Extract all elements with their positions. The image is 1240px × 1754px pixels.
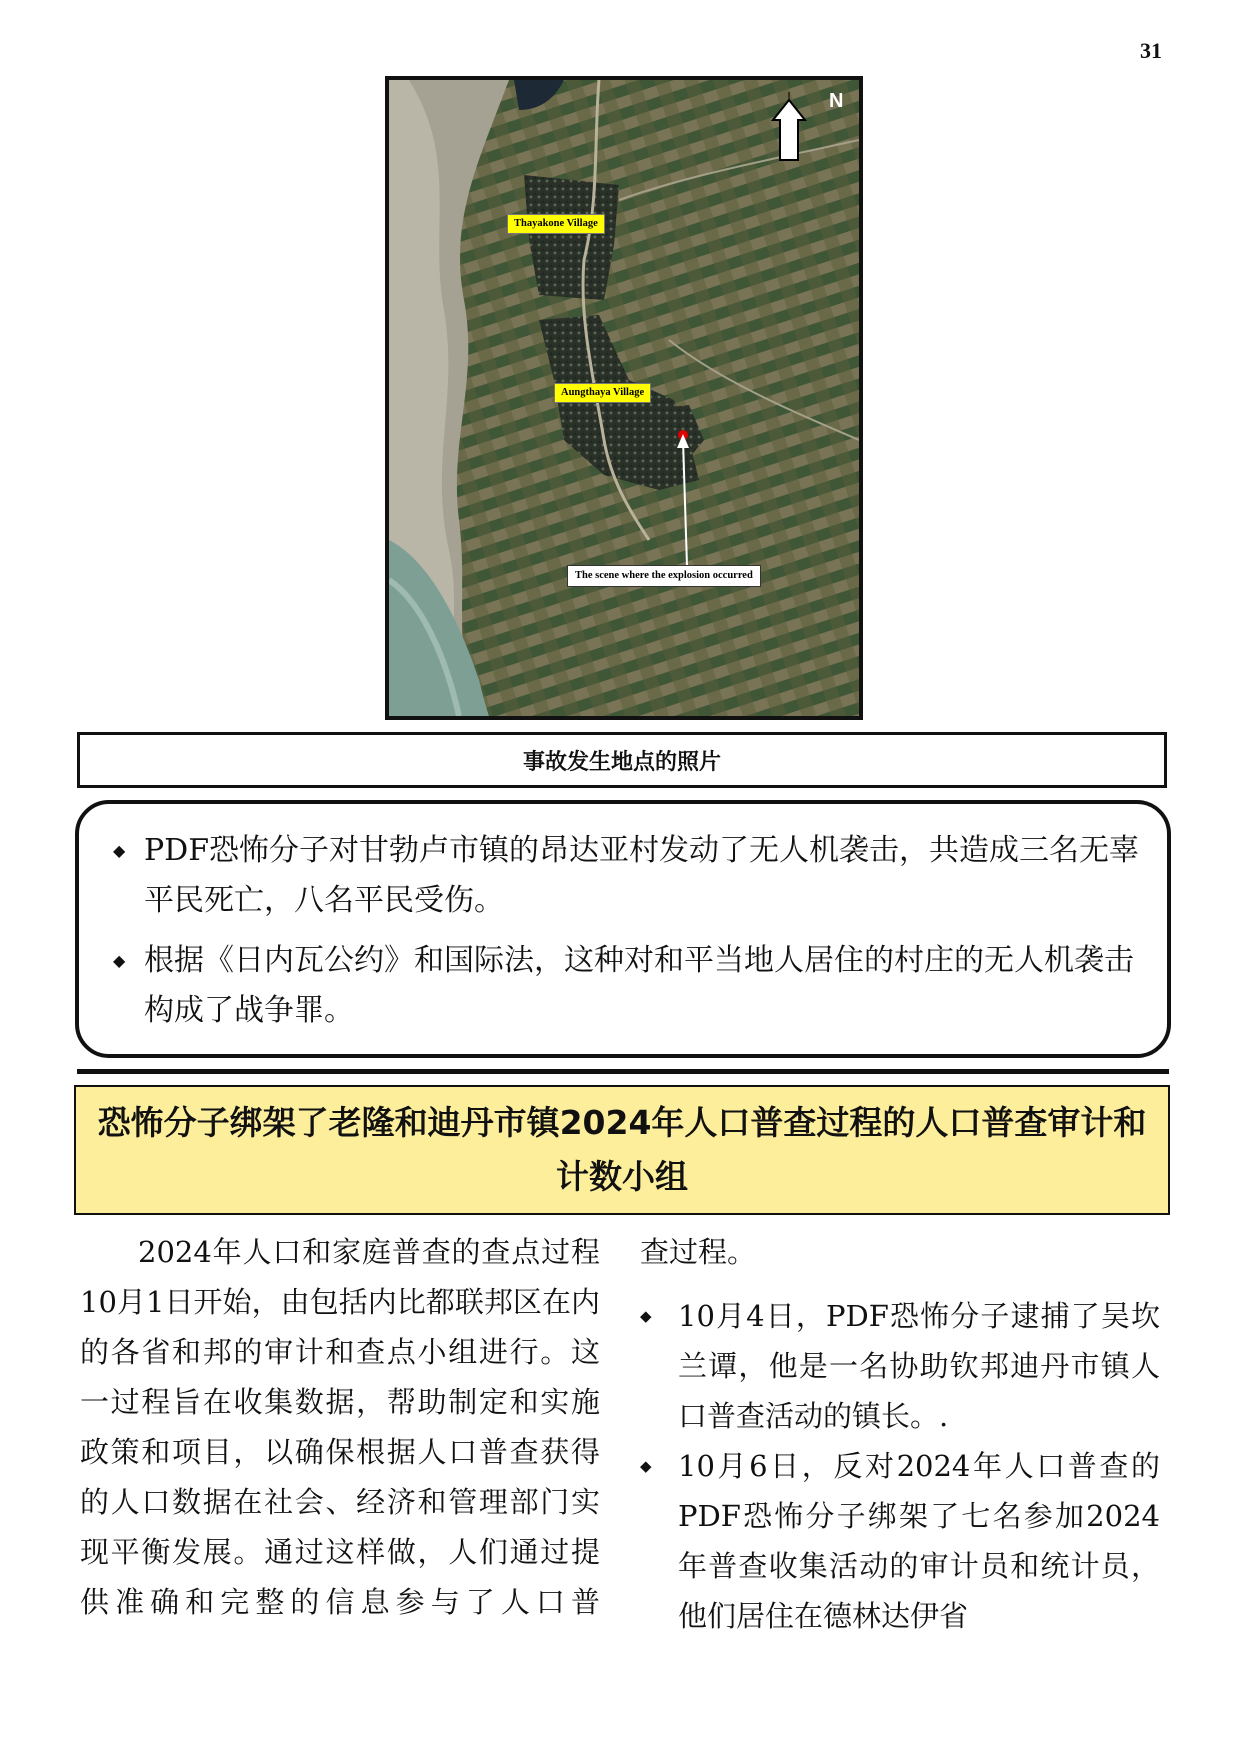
summary-bullet [99,936,1145,1036]
body-paragraph: 2024年人口和家庭普查的查点过程10月1日开始，由包括内比都联邦区在内的各省和邦的审计和查点小组进行。这一过程旨在收集数据，帮助制定和实施政策和项目，以确保根据人口普查获得的人口数据在社会、经济和管理部门实现平衡发展。通过这样做，人们通过提供准确和完整的信息参与了人口普 [80,1235,600,1619]
body-column-right [640,1227,1160,1641]
body-bullet [640,1441,1160,1641]
north-indicator: N [829,90,844,112]
summary-text: PDF恐怖分子对甘勃卢市镇的昂达亚村发动了无人机袭击，共造成三名无辜平民死亡，八名平民受伤。 [144,833,1140,918]
explosion-scene-label: The scene where the explosion occurred [567,565,761,587]
photo-caption: 事故发生地点的照片 [77,732,1167,788]
diamond-bullet-icon: ◆ [113,841,126,860]
diamond-bullet-icon: ◆ [640,1307,652,1325]
summary-text: 根据《日内瓦公约》和国际法，这种对和平当地人居住的村庄的无人机袭击构成了战争罪。 [144,943,1134,1028]
body-paragraph-continued: 查过程。 [640,1235,757,1269]
aungthaya-village-label: Aungthaya Village [554,383,651,403]
satellite-map [385,76,863,720]
diamond-bullet-icon: ◆ [640,1457,652,1475]
article-headline: 恐怖分子绑架了老隆和迪丹市镇2024年人口普查过程的人口普查审计和计数小组 [74,1085,1170,1215]
thayakone-village-label: Thayakone Village [507,214,605,234]
body-bullet-text: 10月6日，反对2024年人口普查的PDF恐怖分子绑架了七名参加2024年普查收集活动的审计员和统计员，他们居住在德林达伊省 [678,1449,1160,1633]
page-number: 31 [1140,38,1162,63]
summary-bullet [99,826,1145,926]
summary-box [75,800,1171,1058]
body-bullet [640,1291,1160,1441]
body-column-left [80,1227,600,1627]
diamond-bullet-icon: ◆ [113,951,126,970]
section-divider [77,1069,1169,1074]
body-bullet-text: 10月4日，PDF恐怖分子逮捕了吴坎兰谭，他是一名协助钦邦迪丹市镇人口普查活动的镇长。. [678,1299,1160,1433]
